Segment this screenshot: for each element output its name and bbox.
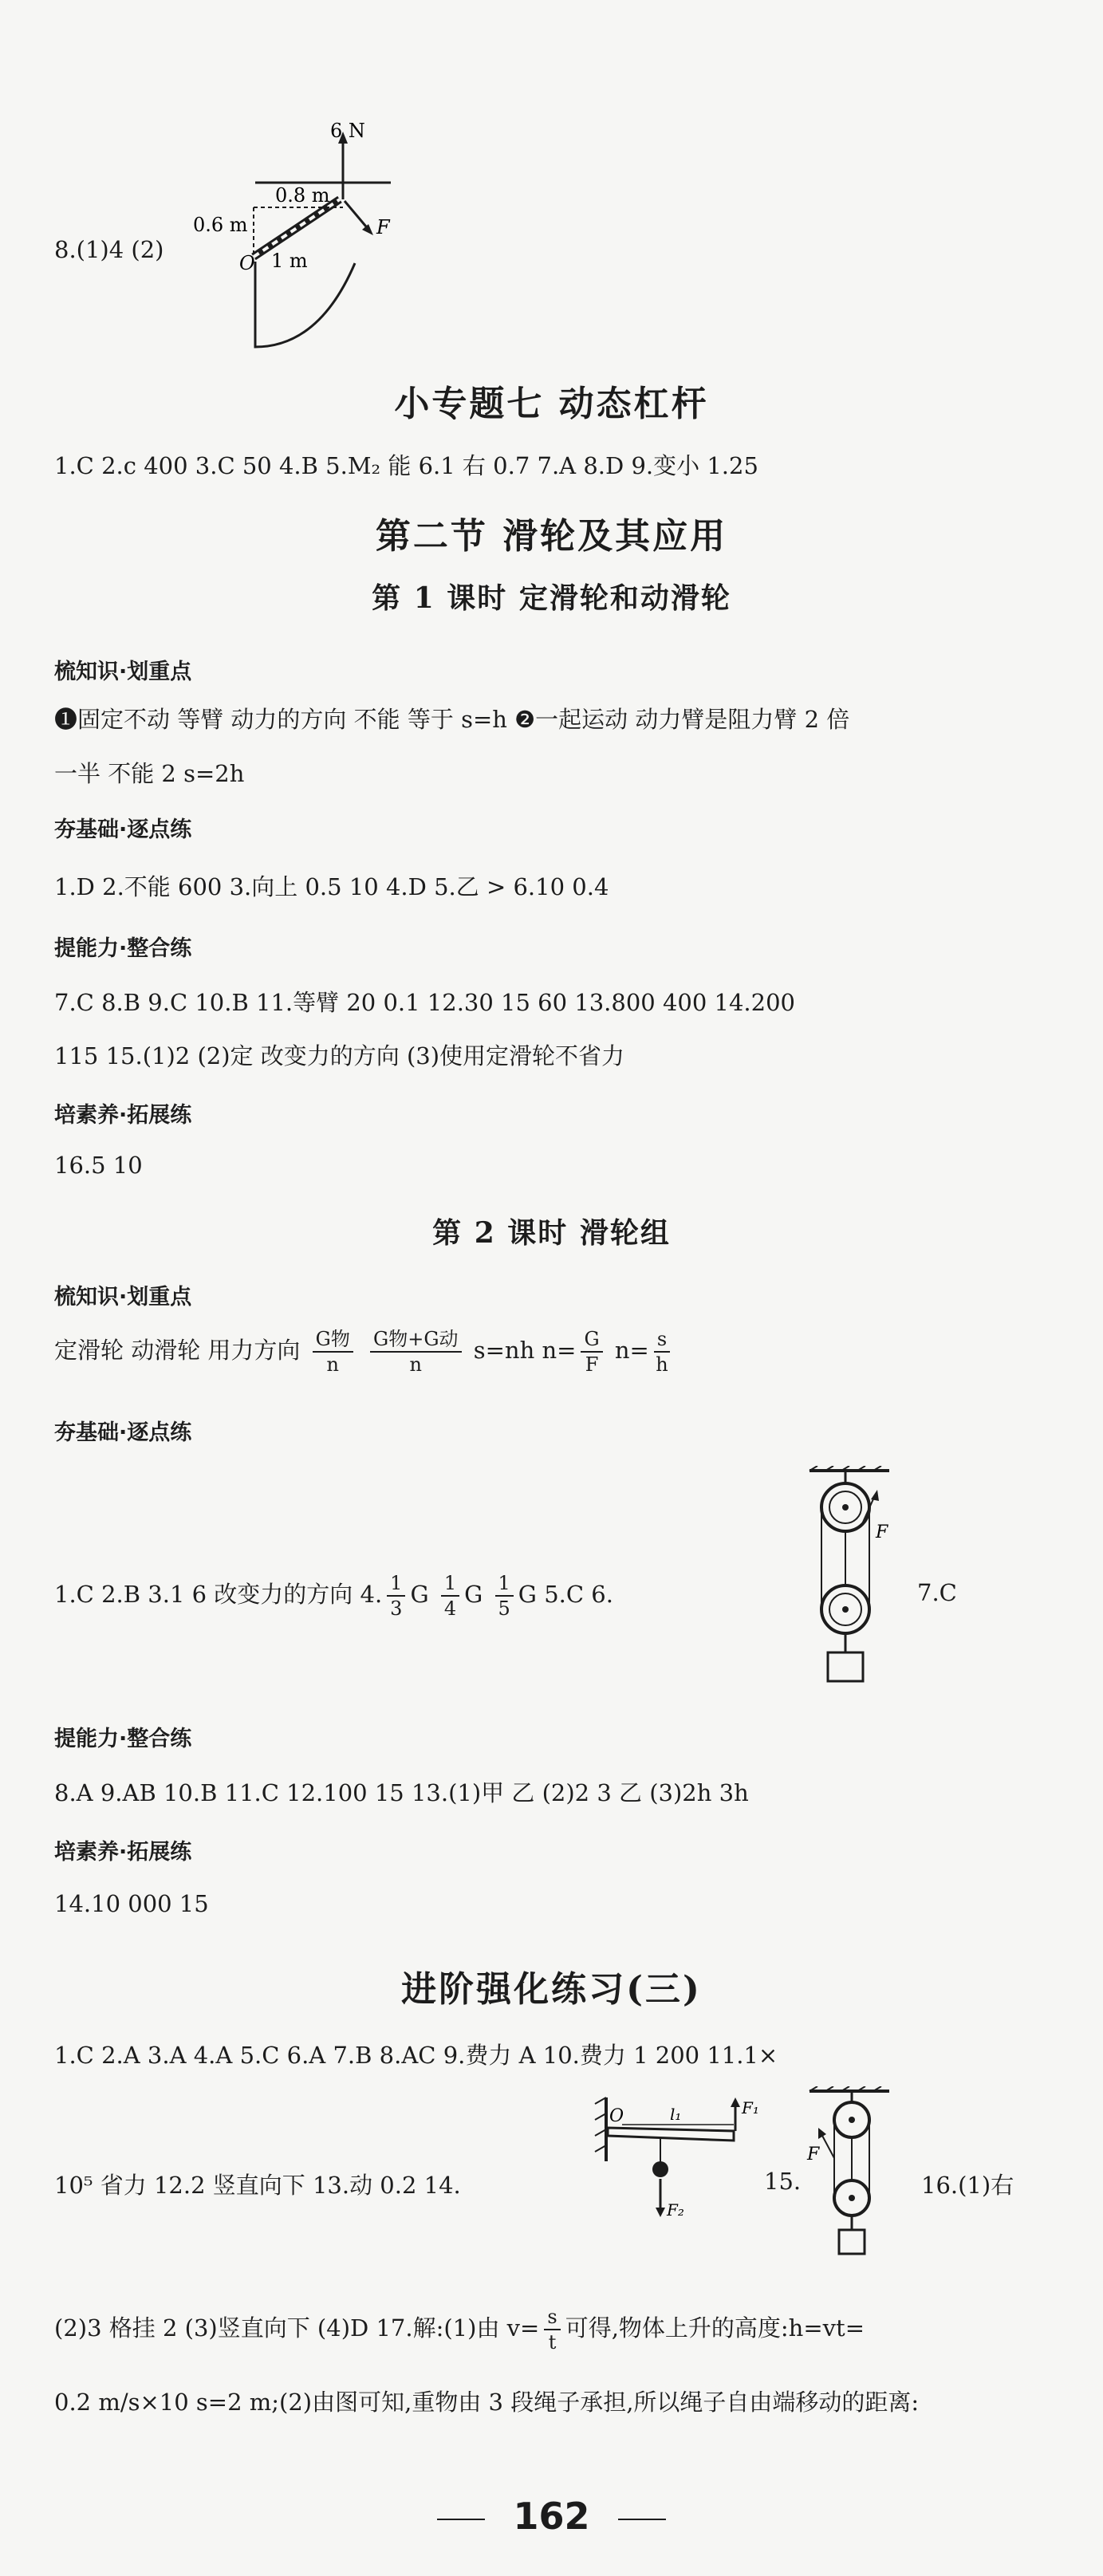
force-f-label: F	[376, 216, 390, 238]
advanced-line2a: 10⁵ 省力 12.2 竖直向下 13.动 0.2 14.	[54, 2172, 461, 2199]
lesson1-ability-line2: 115 15.(1)2 (2)定 改变力的方向 (3)使用定滑轮不省力	[54, 1042, 625, 1069]
lever-figure-q8	[191, 120, 431, 359]
advanced-line4: 0.2 m/s×10 s=2 m;(2)由图可知,重物由 3 段绳子承担,所以绳子自由端移动的距离:	[54, 2389, 920, 2416]
fraction-g-sum-over-n: $\frac{\text{G物+G动}}{n}$	[370, 1327, 461, 1377]
pulley-f-label: F	[876, 1522, 888, 1542]
pulley-system-q6	[806, 1466, 893, 1689]
pivot-label: O	[239, 252, 255, 274]
lever-figure-q14	[590, 2090, 766, 2225]
fraction-g-over-f: $\frac{G}{F}$	[581, 1327, 602, 1377]
lesson2-ability-answers: 8.A 9.AB 10.B 11.C 12.100 15 13.(1)甲 乙 (2)2 3 乙 (3)2h 3h	[54, 1779, 749, 1806]
lesson1-basic-heading: 夯基础·逐点练	[54, 817, 192, 842]
fraction-g-over-n: $\frac{\text{G物}}{n}$	[313, 1327, 353, 1377]
formula-n-eq: n=	[542, 1337, 577, 1364]
formula-n-eq-2: n=	[614, 1337, 649, 1364]
lesson1-quality-answers: 16.5 10	[54, 1152, 143, 1179]
lesson1-title: 第 1 课时 定滑轮和动滑轮	[372, 581, 731, 615]
lesson2-basic-heading: 夯基础·逐点练	[54, 1420, 192, 1445]
q8-label: 8.(1)4 (2)	[54, 236, 164, 263]
lesson2-quality-answers: 14.10 000 15	[54, 1890, 209, 1917]
advanced-line1: 1.C 2.A 3.A 4.A 5.C 6.A 7.B 8.AC 9.费力 A 10.费力 1 200 11.1×	[54, 2042, 778, 2069]
lesson2-basic-q7: 7.C	[917, 1579, 957, 1606]
pulley-system-q15	[806, 2086, 893, 2262]
lesson2-ability-heading: 提能力·整合练	[54, 1727, 192, 1751]
page-number-dash-right	[618, 2519, 666, 2520]
formula-s-nh: s=nh	[473, 1337, 535, 1364]
topic7-title: 小专题七 动态杠杆	[394, 384, 709, 424]
lesson2-quality-heading: 培素养·拓展练	[54, 1840, 192, 1865]
lesson1-quality-heading: 培素养·拓展练	[54, 1103, 192, 1128]
force-label: 6 N	[330, 120, 365, 142]
fig14-l1-label: l₁	[670, 2105, 682, 2124]
fig14-f2-label: F₂	[667, 2200, 684, 2220]
advanced-line2c: 16.(1)右	[921, 2172, 1014, 2199]
lesson2-title: 第 2 课时 滑轮组	[432, 1216, 671, 1250]
knowledge-prefix: 定滑轮 动滑轮 用力方向	[54, 1337, 301, 1364]
horizontal-distance-label: 0.8 m	[275, 184, 330, 207]
lesson1-knowledge-heading: 梳知识·划重点	[54, 660, 192, 684]
lesson1-knowledge-line2: 一半 不能 2 s=2h	[54, 760, 245, 787]
lesson1-knowledge-line1: ❶固定不动 等臂 动力的方向 不能 等于 s=h ❷一起运动 动力臂是阻力臂 2 倍	[54, 706, 850, 733]
lesson2-basic-answers: 1.C 2.B 3.1 6 改变力的方向 4. $\frac{1}{3}$ G $\frac{1}{4}$ G $\frac{1}{5}$ G 5.C 6.	[54, 1572, 613, 1620]
lesson2-knowledge-heading: 梳知识·划重点	[54, 1285, 192, 1310]
advanced-line3: (2)3 格挂 2 (3)竖直向下 (4)D 17.解:(1)由 v= $\frac{s}{t}$ 可得,物体上升的高度:h=vt=	[54, 2306, 865, 2353]
lesson1-ability-heading: 提能力·整合练	[54, 936, 192, 961]
fig14-o-label: O	[609, 2106, 624, 2126]
topic7-answers: 1.C 2.c 400 3.C 50 4.B 5.M₂ 能 6.1 右 0.7 7.A 8.D 9.变小 1.25	[54, 452, 758, 479]
fraction-s-over-h: $\frac{s}{h}$	[654, 1327, 670, 1377]
vertical-distance-label: 0.6 m	[193, 214, 248, 236]
page-number: 162	[513, 2495, 590, 2538]
lesson1-basic-answers: 1.D 2.不能 600 3.向上 0.5 10 4.D 5.乙 > 6.10 0.4	[54, 873, 609, 900]
fig14-f1-label: F₁	[742, 2098, 759, 2117]
lesson1-ability-line1: 7.C 8.B 9.C 10.B 11.等臂 20 0.1 12.30 15 60 13.800 400 14.200	[54, 989, 796, 1016]
section2-title: 第二节 滑轮及其应用	[375, 516, 728, 557]
fig15-f-label: F	[807, 2145, 820, 2164]
advanced-title: 进阶强化练习(三)	[401, 1969, 702, 2010]
advanced-line2b: 15.	[764, 2168, 802, 2195]
fraction-s-over-t: $\frac{s}{t}$	[544, 2305, 560, 2354]
arm-length-label: 1 m	[271, 250, 308, 272]
lesson2-knowledge-line	[54, 1327, 1071, 1377]
